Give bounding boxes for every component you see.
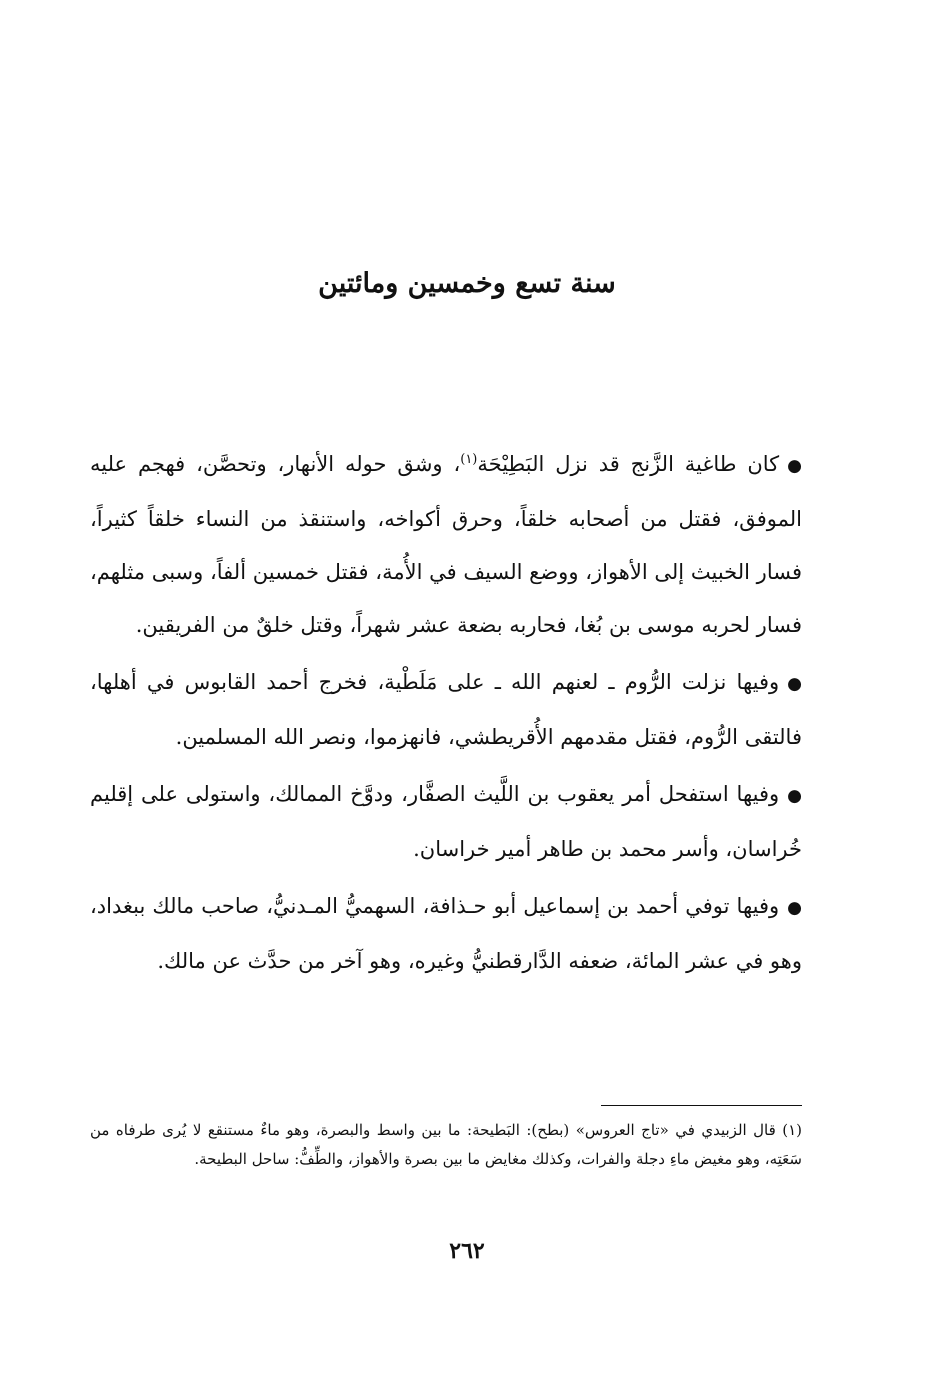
footnote: (١) قال الزبيدي في «تاج العروس» (بطح): البَطيحة: ما بين واسط والبصرة، وهو ماءٌ مستنقع لا يُرى طرفاه من سَعَتِه، وهو مغيض ماءِ دجلة والفرات، وكذلك مغايض ما بين بصرة والأهواز، والطِّفُّ: ساحل البطيحة. (90, 1121, 802, 1168)
paragraph-3 (90, 768, 802, 876)
paragraph-4-text: وفيها توفي أحمد بن إسماعيل أبو حـذافة، السهميُّ المـدنيُّ، صاحب مالك ببغداد، وهو في عشر المائة، ضعفه الدَّارقطنيُّ وغيره، وهو آخر من حدَّث عن مالك. (90, 894, 802, 973)
bullet-icon: ● (787, 898, 802, 918)
paragraph-2 (90, 656, 802, 764)
paragraph-4 (90, 880, 802, 988)
chapter-title: سنة تسع وخمسين ومائتين (318, 268, 616, 299)
paragraph-1 (90, 438, 802, 652)
footnote-divider (601, 1105, 802, 1106)
bullet-icon: ● (787, 786, 802, 806)
paragraph-2-text: وفيها نزلت الرُّوم ـ لعنهم الله ـ على مَلَطْية، فخرج أحمد القابوس في أهلها، فالتقى الرُّوم، فقتل مقدمهم الأُقريطشي، فانهزموا، ونصر الله المسلمين. (90, 670, 802, 749)
bullet-icon: ● (787, 674, 802, 694)
paragraph-1-text-start: كان طاغية الزَّنج قد نزل البَطِيْحَة (477, 452, 780, 476)
bullet-icon: ● (787, 456, 802, 476)
paragraph-3-text: وفيها استفحل أمر يعقوب بن اللَّيث الصفَّار، ودوَّخ الممالك، واستولى على إقليم خُراسان، وأسر محمد بن طاهر أمير خراسان. (90, 782, 802, 861)
body-text (90, 438, 802, 992)
footnote-reference: (١) (460, 452, 478, 467)
page-number: ٢٦٢ (449, 1238, 485, 1264)
paragraph-1-text-end: ، وشق حوله الأنهار، وتحصَّن، فهجم عليه الموفق، فقتل من أصحابه خلقاً، وحرق أكواخه، واستنقذ من النساء خلقاً كثيراً، فسار الخبيث إلى الأهواز، ووضع السيف في الأُمة، فقتل خمسين ألفاً، وسبى مثلهم، فسار لحربه موسى بن بُغا، فحاربه بضعة عشر شهراً، وقتل خلقٌ من الفريقين. (90, 452, 802, 637)
